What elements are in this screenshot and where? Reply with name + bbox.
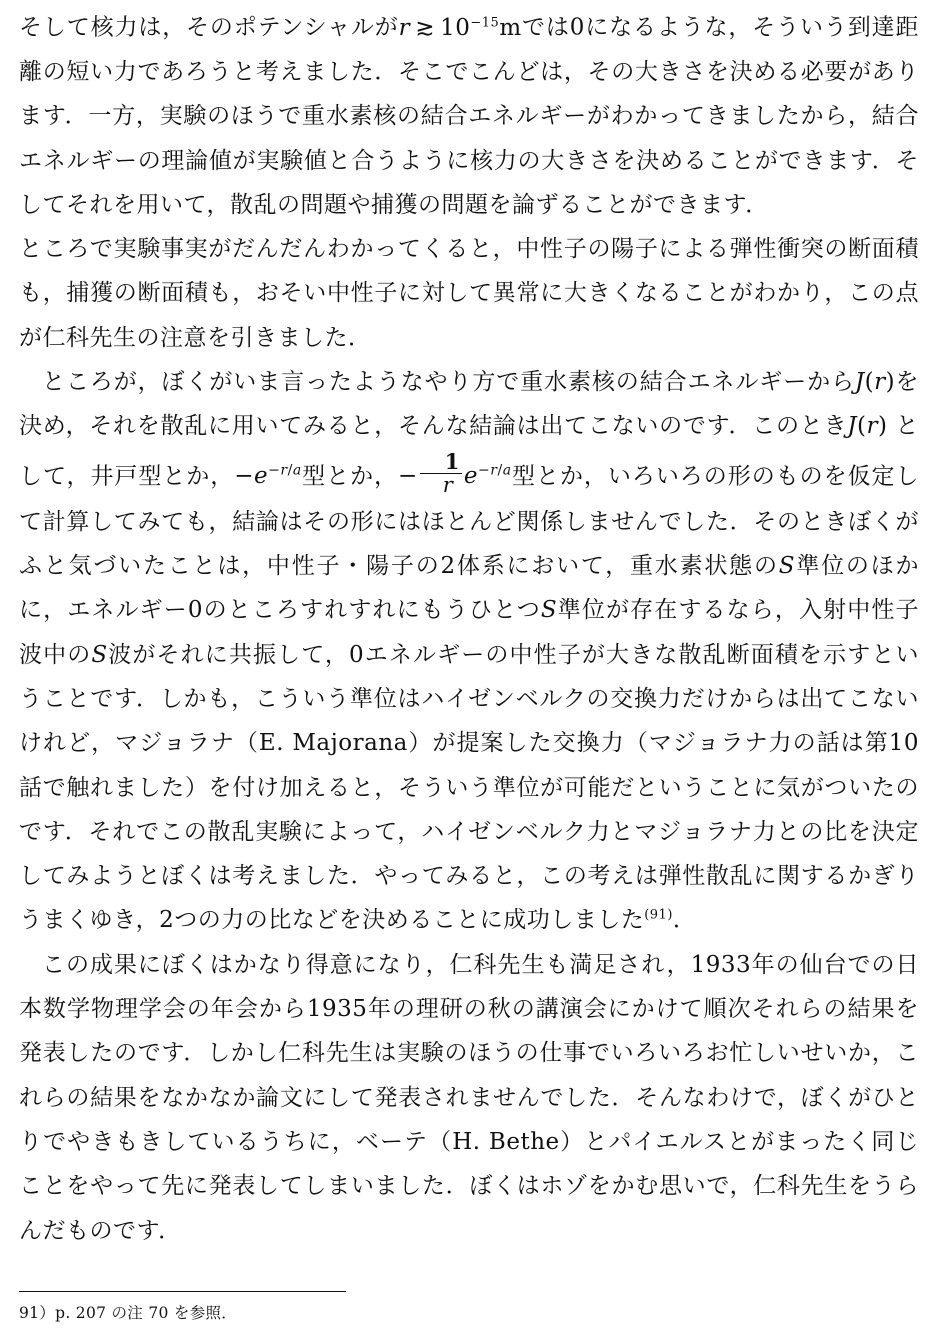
p1-range-math: r ≳ $10^{-15}m$: [398, 14, 522, 41]
p3-jr-1: J(r): [854, 369, 896, 396]
p3-text-b: を決め，それを散乱に用いてみると，そんな結論は出てこないのです．このとき: [19, 369, 920, 440]
footnote-ref-91[interactable]: (91): [644, 907, 673, 923]
p3-s-2: S: [540, 597, 558, 624]
p3-text-c: として，井戸型とか，: [19, 413, 919, 490]
p1-text-a: そして核力は，そのポテンシャルが: [19, 14, 399, 41]
p3-text-j: ．: [672, 907, 697, 934]
paragraph-3: [19, 360, 919, 943]
p3-s-3: S: [91, 641, 108, 668]
body-text: [19, 1, 919, 1253]
fraction-numerator: 1: [420, 451, 462, 474]
p3-text-i: た: [620, 907, 645, 934]
p3-text-e: 型とか，いろいろの形のものを仮定して計算してみても，結論はその形にはほとんど関係しませんでした．そのときぼくがふと気づいたことは，中性子・陽子の2体系において，重水素状態の: [19, 463, 920, 580]
p3-text-h: 波がそれに共振して，0エネルギーの中性子が大きな散乱断面積を示すということです．しかも，こういう準位はハイゼンベルクの交換力だけからは出てこないけれど，マジョラナ（E. Majorana）が提案した交換力（マジョラナ力の話は第10話で触れました）を付け加えると，そういう準位が可能だということに気がついたのです．それでこの散乱実験によって，ハイゼンベルク力とマジョラナ力との比を決定してみようとぼくは考えました．やってみると，この考えは弾性散乱に関するかぎりうまくゆき，2つの力の比などを決めることに成功しまし: [19, 641, 919, 934]
p3-exp-1: $-e^{-r/a}$: [234, 462, 302, 490]
p3-text-a: ところが，ぼくがいま言ったようなやり方で重水素核の結合エネルギーから: [42, 369, 855, 396]
p1-text-b: では0になるような，そういう到達距離の短い力であろうと考えました．そこでこんどは，その大きさを決める必要があります．一方，実験のほうで重水素核の結合エネルギーがわかってきましたから，結合エネルギーの理論値が実験値と合うように核力の大きさを決めることができます．そしてそれを用いて，散乱の問題や捕獲の問題を論ずることができます．: [19, 14, 919, 218]
p3-neg-frac-exp: − $\frac{1}{r}$ $e^{-r/a}$: [398, 448, 512, 497]
p3-s-1: S: [778, 553, 796, 580]
p3-text-d: 型とか，: [301, 463, 399, 490]
fraction-denominator: r: [442, 472, 454, 497]
p3-text-g: 準位が存在するなら，入射中性子波中の: [19, 597, 919, 668]
paragraph-1: [19, 1, 919, 227]
paragraph-4: この成果にぼくはかなり得意になり，仁科先生も満足され，1933年の仙台での日本数学物理学会の年会から1935年の理研の秋の講演会にかけて順次それらの結果を発表したのです．しかし仁科先生は実験のほうの仕事でいろいろお忙しいせいか，これらの結果をなかなか論文にして発表されませんでした．そんなわけで，ぼくがひとりでやきもきしているうちに，ベーテ（H. Bethe）とパイエルスとがまったく同じことをやって先に発表してしまいました．ぼくはホゾをかむ思いで，仁科先生をうらんだものです．: [19, 951, 919, 1244]
p3-fraction: [420, 448, 462, 497]
footnote-91: 91）p. 207 の注 70 を参照．: [19, 1304, 238, 1322]
p3-text-f: 準位のほかに，エネルギー0のところすれすれにもうひとつ: [19, 553, 919, 624]
footnote-divider: [19, 1291, 346, 1292]
paragraph-2: ところで実験事実がだんだんわかってくると，中性子の陽子による弾性衝突の断面積も，捕獲の断面積も，おそい中性子に対して異常に大きくなることがわかり，この点が仁科先生の注意を引きました．: [19, 236, 919, 351]
p3-jr-2: J(r): [847, 413, 888, 440]
